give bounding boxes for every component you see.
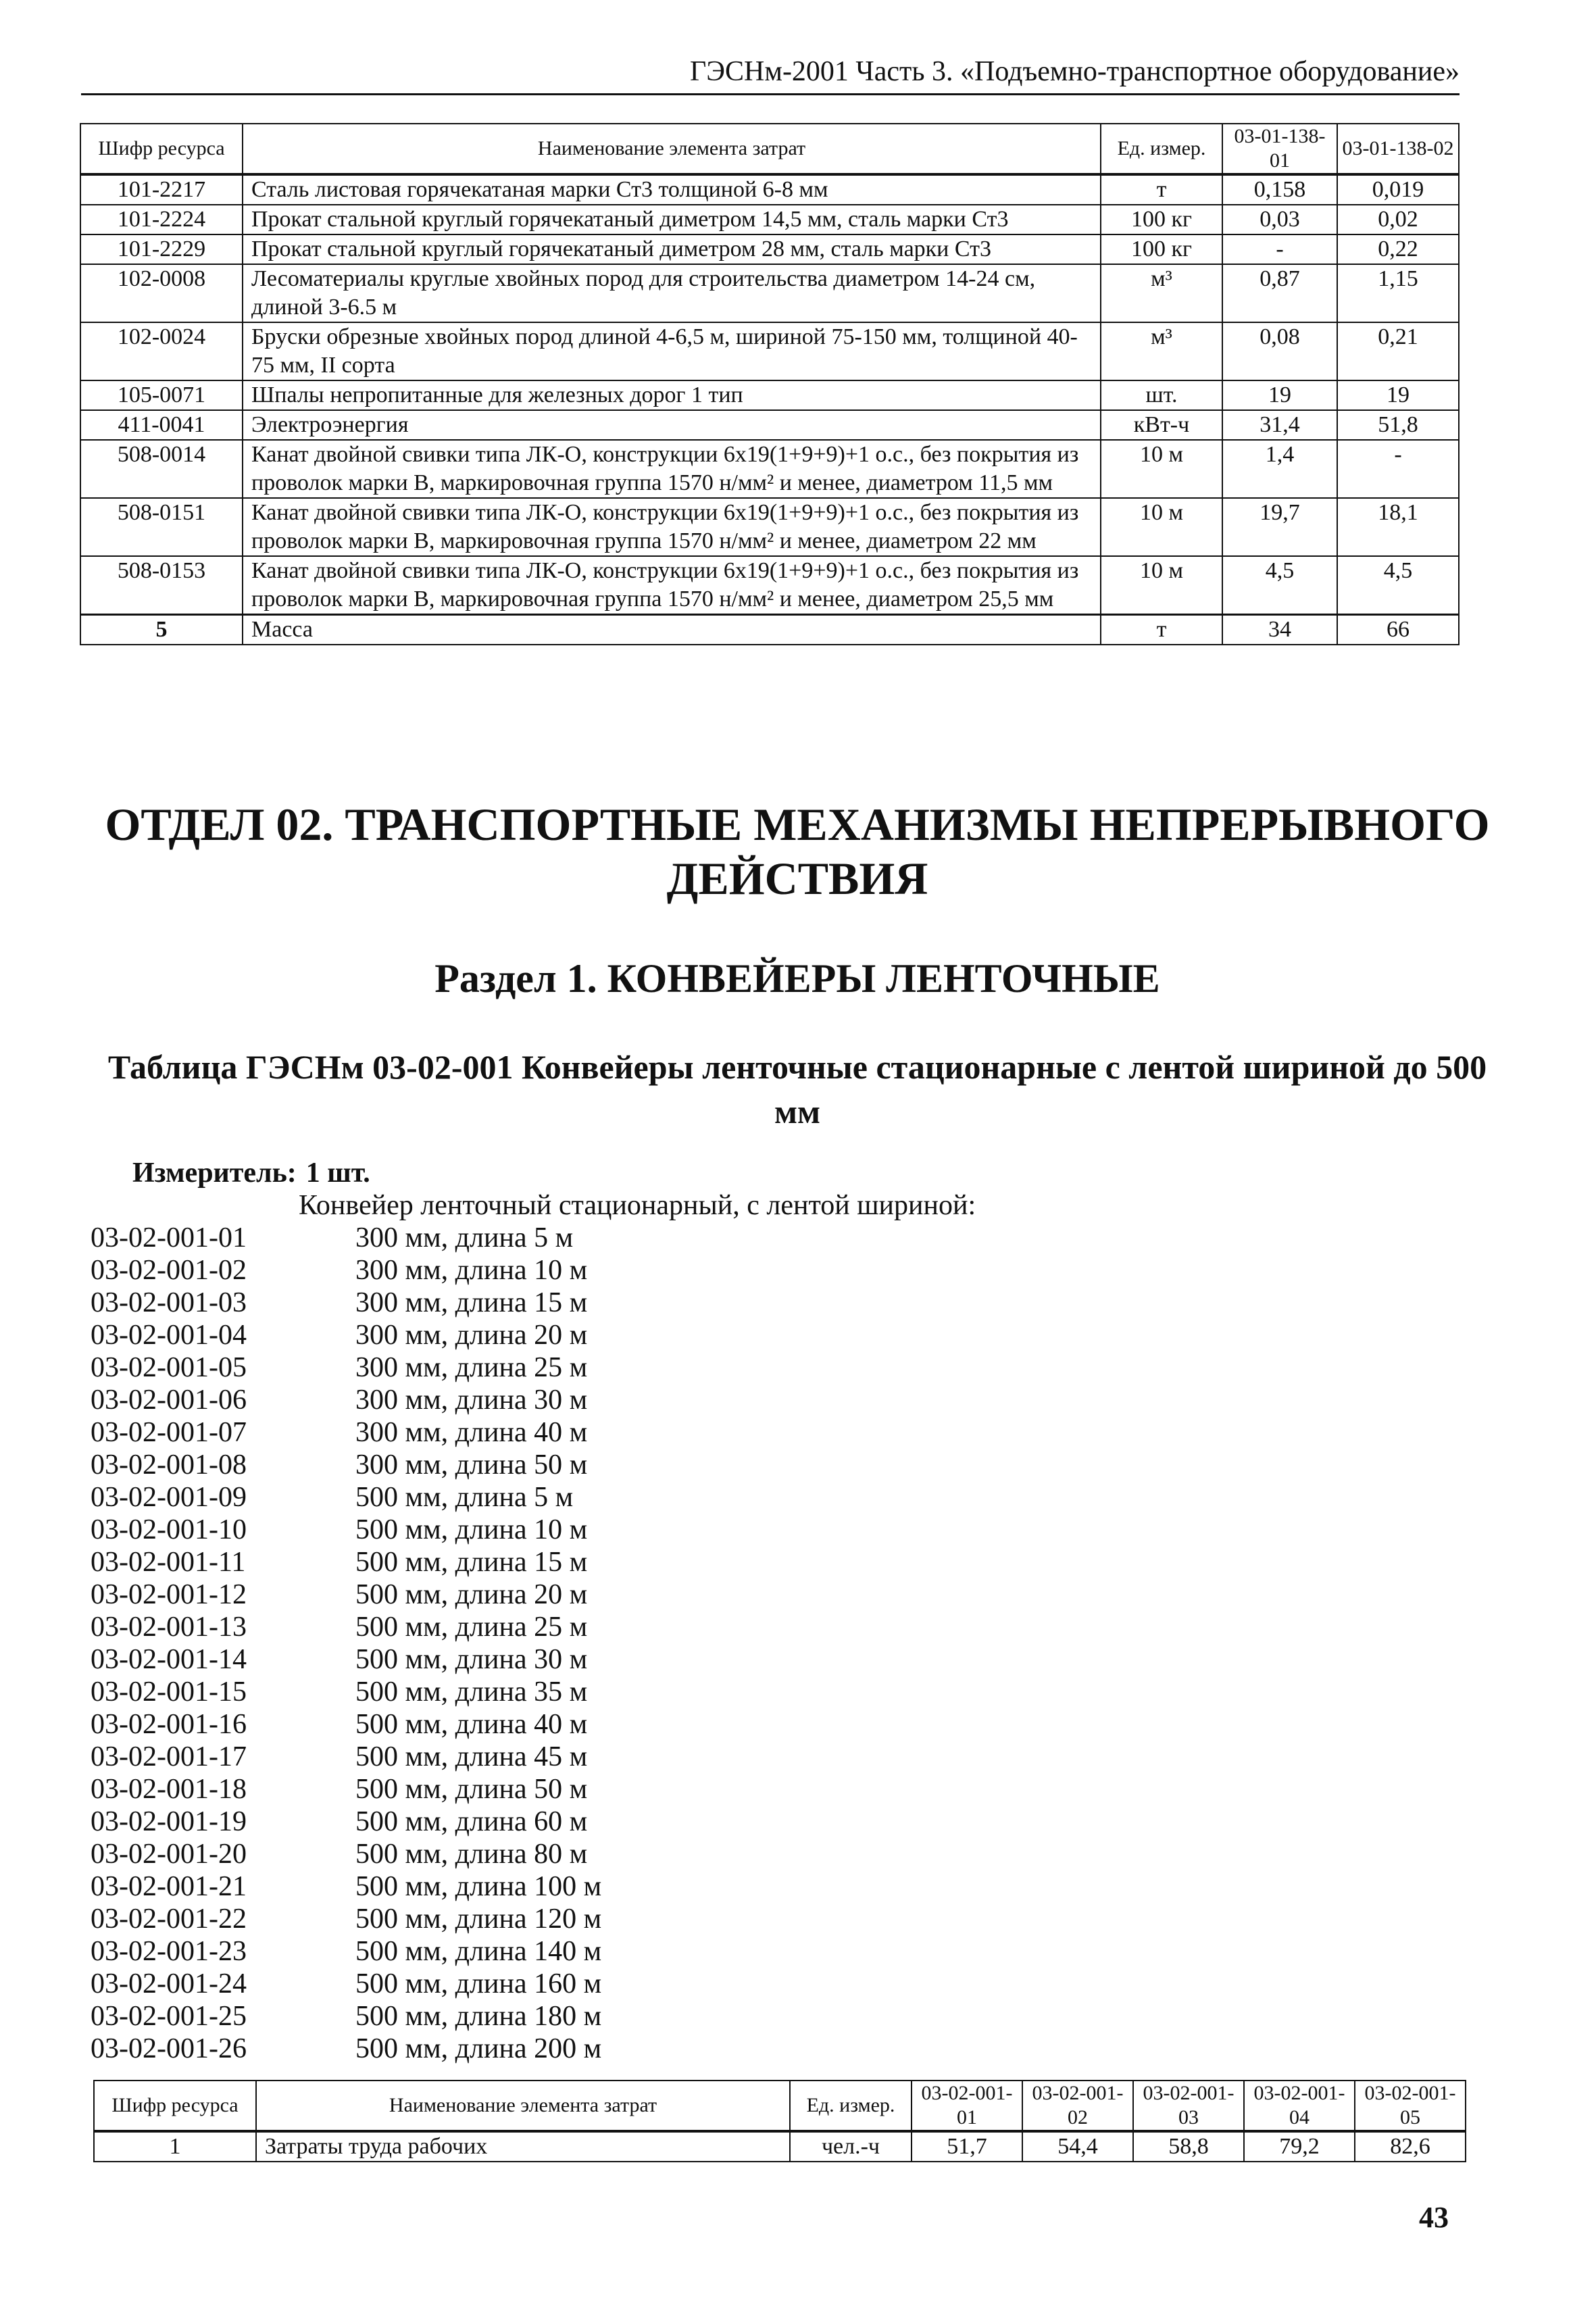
norm-code: 03-02-001-01 bbox=[91, 1222, 247, 1253]
norm-value-4: 79,2 bbox=[1244, 2131, 1355, 2162]
norm-code: 03-02-001-12 bbox=[91, 1579, 247, 1610]
norm-item bbox=[91, 2000, 601, 2033]
norm-item bbox=[91, 1806, 601, 1838]
subsection-title: Раздел 1. КОНВЕЙЕРЫ ЛЕНТОЧНЫЕ bbox=[434, 956, 1160, 1001]
resource-name: Прокат стальной круглый горячекатаный диметром 14,5 мм, сталь марки Ст3 bbox=[243, 205, 1101, 234]
resource-name: Бруски обрезные хвойных пород длиной 4-6,5 м, шириной 75-150 мм, толщиной 40-75 мм, II сорта bbox=[243, 322, 1101, 380]
norm-item bbox=[91, 1416, 601, 1449]
resource-code: 508-0153 bbox=[80, 556, 243, 615]
table-row bbox=[80, 440, 1459, 498]
norm-item bbox=[91, 1222, 601, 1254]
norm-value-2: 0,02 bbox=[1337, 205, 1459, 234]
resource-code: 101-2229 bbox=[80, 234, 243, 264]
norm-description: 500 мм, длина 35 м bbox=[355, 1676, 588, 1708]
norm-description: 500 мм, длина 80 м bbox=[355, 1839, 588, 1870]
norm-code: 03-02-001-16 bbox=[91, 1709, 247, 1740]
norm-code: 03-02-001-22 bbox=[91, 1903, 247, 1935]
resource-unit: 100 кг bbox=[1101, 205, 1222, 234]
resource-unit: т bbox=[1101, 615, 1222, 645]
norm-code: 03-02-001-13 bbox=[91, 1612, 247, 1643]
col-header-norm-5: 03-02-001-05 bbox=[1355, 2081, 1466, 2131]
norm-description: 500 мм, длина 10 м bbox=[355, 1514, 588, 1545]
resource-unit: 10 м bbox=[1101, 498, 1222, 556]
resource-unit: т bbox=[1101, 174, 1222, 205]
conveyor-intro: Конвейер ленточный стационарный, с лентой шириной: bbox=[299, 1190, 976, 1221]
resource-code: 105-0071 bbox=[80, 380, 243, 410]
norm-value-1: 0,158 bbox=[1222, 174, 1337, 205]
meter-label: Измеритель: bbox=[132, 1158, 297, 1189]
norm-code: 03-02-001-18 bbox=[91, 1774, 247, 1805]
norm-code: 03-02-001-25 bbox=[91, 2001, 247, 2032]
norm-description: 300 мм, длина 25 м bbox=[355, 1352, 588, 1383]
norm-value-2: 18,1 bbox=[1337, 498, 1459, 556]
resource-code: 1 bbox=[94, 2131, 256, 2162]
norm-code: 03-02-001-09 bbox=[91, 1482, 247, 1513]
table-header-row bbox=[80, 124, 1459, 174]
norm-value-2: 0,22 bbox=[1337, 234, 1459, 264]
norm-code: 03-02-001-26 bbox=[91, 2033, 247, 2064]
table-title: Таблица ГЭСНм 03-02-001 Конвейеры ленточные стационарные с лентой шириной до 500 мм bbox=[107, 1048, 1487, 1130]
norm-value-1: 51,7 bbox=[912, 2131, 1022, 2162]
norm-item bbox=[91, 1676, 601, 1708]
resource-code: 508-0151 bbox=[80, 498, 243, 556]
norm-value-1: 31,4 bbox=[1222, 410, 1337, 440]
table-header-row bbox=[94, 2081, 1466, 2131]
col-header-norm-4: 03-02-001-04 bbox=[1244, 2081, 1355, 2131]
norm-description: 500 мм, длина 50 м bbox=[355, 1774, 588, 1805]
norm-item bbox=[91, 1254, 601, 1287]
norm-item bbox=[91, 1319, 601, 1351]
meter-value: 1 шт. bbox=[305, 1158, 370, 1189]
norm-description: 500 мм, длина 15 м bbox=[355, 1547, 588, 1578]
col-header-norm-3: 03-02-001-03 bbox=[1133, 2081, 1244, 2131]
norm-code: 03-02-001-11 bbox=[91, 1547, 246, 1578]
norm-description: 500 мм, длина 120 м bbox=[355, 1903, 602, 1935]
norm-code: 03-02-001-20 bbox=[91, 1839, 247, 1870]
norm-value-1: 0,03 bbox=[1222, 205, 1337, 234]
resource-name: Затраты труда рабочих bbox=[256, 2131, 790, 2162]
meter bbox=[132, 1157, 370, 1189]
norm-description: 500 мм, длина 200 м bbox=[355, 2033, 602, 2064]
norm-code: 03-02-001-24 bbox=[91, 1968, 247, 1999]
norm-description: 500 мм, длина 60 м bbox=[355, 1806, 588, 1837]
norm-description: 500 мм, длина 30 м bbox=[355, 1644, 588, 1675]
resource-code: 508-0014 bbox=[80, 440, 243, 498]
norm-description: 500 мм, длина 160 м bbox=[355, 1968, 602, 1999]
col-header-code: Шифр ресурса bbox=[94, 2081, 256, 2131]
norm-value-2: 66 bbox=[1337, 615, 1459, 645]
norm-code: 03-02-001-19 bbox=[91, 1806, 247, 1837]
table-row bbox=[80, 556, 1459, 615]
norm-value-2: 4,5 bbox=[1337, 556, 1459, 615]
norm-description: 500 мм, длина 5 м bbox=[355, 1482, 574, 1513]
col-header-norm-2: 03-01-138-02 bbox=[1337, 124, 1459, 174]
norm-value-2: 0,019 bbox=[1337, 174, 1459, 205]
norm-value-1: 34 bbox=[1222, 615, 1337, 645]
resource-name: Масса bbox=[243, 615, 1101, 645]
norm-value-2: 1,15 bbox=[1337, 264, 1459, 322]
resource-table-03-01-138 bbox=[80, 123, 1460, 645]
norm-code: 03-02-001-02 bbox=[91, 1255, 247, 1286]
norm-item bbox=[91, 1611, 601, 1643]
norm-item bbox=[91, 1903, 601, 1935]
norm-item bbox=[91, 1287, 601, 1319]
col-header-norm-2: 03-02-001-02 bbox=[1022, 2081, 1133, 2131]
norm-value-3: 58,8 bbox=[1133, 2131, 1244, 2162]
resource-unit: 10 м bbox=[1101, 556, 1222, 615]
resource-name: Канат двойной свивки типа ЛК-О, конструкции 6х19(1+9+9)+1 о.с., без покрытия из проволок марки В, маркировочная группа 1570 н/мм² и менее, диаметром 25,5 мм bbox=[243, 556, 1101, 615]
col-header-name: Наименование элемента затрат bbox=[256, 2081, 790, 2131]
resource-name: Канат двойной свивки типа ЛК-О, конструкции 6х19(1+9+9)+1 о.с., без покрытия из проволок марки В, маркировочная группа 1570 н/мм² и менее, диаметром 11,5 мм bbox=[243, 440, 1101, 498]
norm-code: 03-02-001-08 bbox=[91, 1449, 247, 1480]
resource-name: Лесоматериалы круглые хвойных пород для строительства диаметром 14-24 см, длиной 3-6.5 м bbox=[243, 264, 1101, 322]
table-row bbox=[80, 205, 1459, 234]
norm-code: 03-02-001-06 bbox=[91, 1385, 247, 1416]
norm-description: 500 мм, длина 100 м bbox=[355, 1871, 602, 1902]
norm-description: 300 мм, длина 30 м bbox=[355, 1385, 588, 1416]
norm-description: 300 мм, длина 15 м bbox=[355, 1287, 588, 1318]
norm-description: 300 мм, длина 5 м bbox=[355, 1222, 574, 1253]
norm-item bbox=[91, 1935, 601, 1968]
col-header-name: Наименование элемента затрат bbox=[243, 124, 1101, 174]
norm-code: 03-02-001-14 bbox=[91, 1644, 247, 1675]
table-row bbox=[80, 174, 1459, 205]
norm-description: 500 мм, длина 25 м bbox=[355, 1612, 588, 1643]
norm-item bbox=[91, 1643, 601, 1676]
norm-code: 03-02-001-05 bbox=[91, 1352, 247, 1383]
norm-description: 500 мм, длина 40 м bbox=[355, 1709, 588, 1740]
norm-value-2: 0,21 bbox=[1337, 322, 1459, 380]
norm-item bbox=[91, 2033, 601, 2065]
norm-value-5: 82,6 bbox=[1355, 2131, 1466, 2162]
norm-item bbox=[91, 1838, 601, 1870]
norm-item bbox=[91, 1514, 601, 1546]
norm-description: 500 мм, длина 20 м bbox=[355, 1579, 588, 1610]
norm-value-1: 19 bbox=[1222, 380, 1337, 410]
resource-name: Прокат стальной круглый горячекатаный диметром 28 мм, сталь марки Ст3 bbox=[243, 234, 1101, 264]
section-title: ОТДЕЛ 02. ТРАНСПОРТНЫЕ МЕХАНИЗМЫ НЕПРЕРЫВНОГО ДЕЙСТВИЯ bbox=[105, 799, 1490, 904]
norm-description: 500 мм, длина 140 м bbox=[355, 1936, 602, 1967]
resource-unit: чел.-ч bbox=[790, 2131, 912, 2162]
table-row bbox=[80, 234, 1459, 264]
norm-value-1: 1,4 bbox=[1222, 440, 1337, 498]
resource-unit: м³ bbox=[1101, 264, 1222, 322]
table-row bbox=[80, 498, 1459, 556]
col-header-unit: Ед. измер. bbox=[790, 2081, 912, 2131]
norm-description: 500 мм, длина 180 м bbox=[355, 2001, 602, 2032]
norm-value-2: 19 bbox=[1337, 380, 1459, 410]
norm-value-1: - bbox=[1222, 234, 1337, 264]
norm-code: 03-02-001-10 bbox=[91, 1514, 247, 1545]
col-header-norm-1: 03-02-001-01 bbox=[912, 2081, 1022, 2131]
norm-item bbox=[91, 1741, 601, 1773]
norm-code: 03-02-001-04 bbox=[91, 1320, 247, 1351]
resource-name: Шпалы непропитанные для железных дорог 1 тип bbox=[243, 380, 1101, 410]
table-row bbox=[80, 264, 1459, 322]
col-header-code: Шифр ресурса bbox=[80, 124, 243, 174]
norm-item bbox=[91, 1449, 601, 1481]
norm-value-2: 54,4 bbox=[1022, 2131, 1133, 2162]
norm-item bbox=[91, 1481, 601, 1514]
resource-code: 411-0041 bbox=[80, 410, 243, 440]
norm-code: 03-02-001-21 bbox=[91, 1871, 247, 1902]
norm-item bbox=[91, 1773, 601, 1806]
resource-unit: шт. bbox=[1101, 380, 1222, 410]
norm-description: 500 мм, длина 45 м bbox=[355, 1741, 588, 1772]
norm-item bbox=[91, 1708, 601, 1741]
norm-value-1: 19,7 bbox=[1222, 498, 1337, 556]
norm-code: 03-02-001-15 bbox=[91, 1676, 247, 1708]
norm-code: 03-02-001-17 bbox=[91, 1741, 247, 1772]
resource-name: Сталь листовая горячекатаная марки Ст3 толщиной 6-8 мм bbox=[243, 174, 1101, 205]
norm-code: 03-02-001-23 bbox=[91, 1936, 247, 1967]
page-number: 43 bbox=[1419, 2201, 1449, 2234]
norm-item bbox=[91, 1870, 601, 1903]
norm-description: 300 мм, длина 40 м bbox=[355, 1417, 588, 1448]
norm-item bbox=[91, 1578, 601, 1611]
norm-item bbox=[91, 1384, 601, 1416]
norm-item bbox=[91, 1968, 601, 2000]
resource-unit: м³ bbox=[1101, 322, 1222, 380]
resource-name: Канат двойной свивки типа ЛК-О, конструкции 6х19(1+9+9)+1 о.с., без покрытия из проволок марки В, маркировочная группа 1570 н/мм² и менее, диаметром 22 мм bbox=[243, 498, 1101, 556]
norm-code: 03-02-001-03 bbox=[91, 1287, 247, 1318]
table-row bbox=[94, 2131, 1466, 2162]
resource-unit: 10 м bbox=[1101, 440, 1222, 498]
norm-description: 300 мм, длина 50 м bbox=[355, 1449, 588, 1480]
norm-item-list bbox=[91, 1222, 601, 2065]
norm-value-1: 0,08 bbox=[1222, 322, 1337, 380]
resource-name: Электроэнергия bbox=[243, 410, 1101, 440]
resource-code: 102-0024 bbox=[80, 322, 243, 380]
norm-value-1: 4,5 bbox=[1222, 556, 1337, 615]
norm-value-1: 0,87 bbox=[1222, 264, 1337, 322]
resource-code: 101-2217 bbox=[80, 174, 243, 205]
norm-item bbox=[91, 1546, 601, 1578]
norm-description: 300 мм, длина 10 м bbox=[355, 1255, 588, 1286]
col-header-norm-1: 03-01-138-01 bbox=[1222, 124, 1337, 174]
norm-value-2: 51,8 bbox=[1337, 410, 1459, 440]
table-row bbox=[80, 410, 1459, 440]
resource-code: 102-0008 bbox=[80, 264, 243, 322]
resource-code: 5 bbox=[80, 615, 243, 645]
table-row bbox=[80, 322, 1459, 380]
norm-item bbox=[91, 1351, 601, 1384]
resource-table-03-02-001 bbox=[93, 2080, 1466, 2162]
mass-row bbox=[80, 615, 1459, 645]
norm-code: 03-02-001-07 bbox=[91, 1417, 247, 1448]
resource-code: 101-2224 bbox=[80, 205, 243, 234]
running-header: ГЭСНм-2001 Часть 3. «Подъемно-транспортное оборудование» bbox=[81, 53, 1460, 95]
norm-description: 300 мм, длина 20 м bbox=[355, 1320, 588, 1351]
norm-value-2: - bbox=[1337, 440, 1459, 498]
resource-unit: 100 кг bbox=[1101, 234, 1222, 264]
table-row bbox=[80, 380, 1459, 410]
col-header-unit: Ед. измер. bbox=[1101, 124, 1222, 174]
resource-unit: кВт-ч bbox=[1101, 410, 1222, 440]
